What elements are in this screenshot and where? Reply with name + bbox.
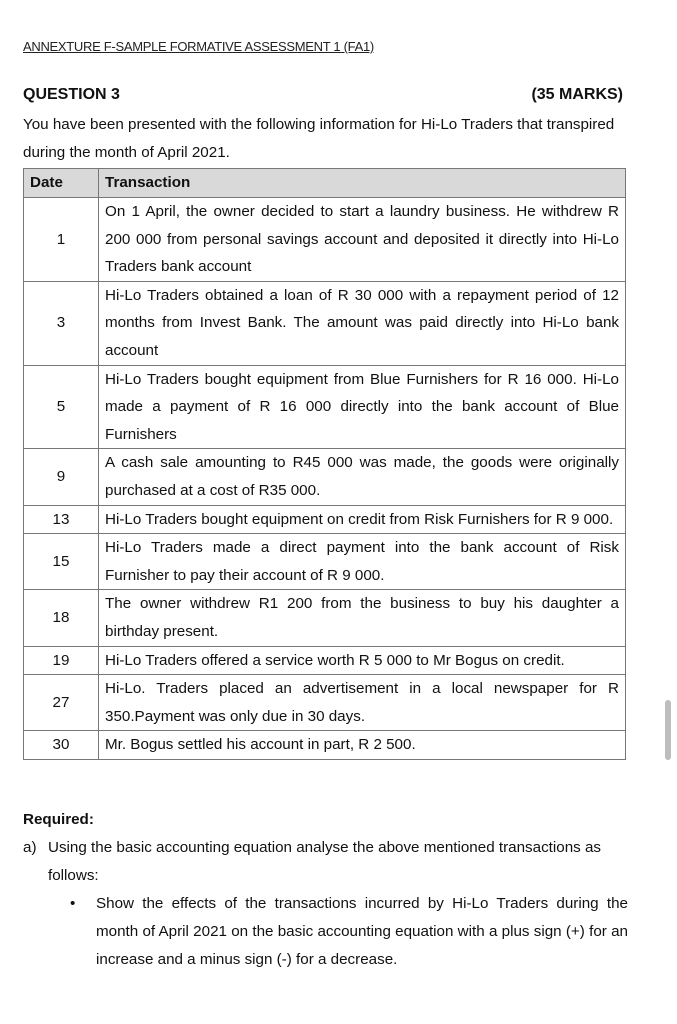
question-marks: (35 MARKS) [531,86,623,103]
table-header-row [24,169,626,198]
row-date: 5 [24,365,99,449]
table-row [24,534,626,590]
row-transaction: Hi-Lo Traders made a direct payment into the bank account of Risk Furnisher to pay their account of R 9 000. [99,534,626,590]
row-transaction: Hi-Lo Traders bought equipment on credit from Risk Furnishers for R 9 000. [99,505,626,534]
item-label: a) [23,839,37,856]
row-transaction: Mr. Bogus settled his account in part, R 2 500. [99,731,626,760]
table-row [24,731,626,760]
table-row [24,505,626,534]
bullet-item: • Show the effects of the transactions incurred by Hi-Lo Traders during the month of April 2021 on the basic accounting equation with a plus sign (+) for an increase and a minus sign (-) for a decrease. [96,890,628,974]
row-date: 13 [24,505,99,534]
row-date: 19 [24,646,99,675]
table-row [24,281,626,365]
table-row [24,646,626,675]
row-date: 18 [24,590,99,646]
row-transaction: A cash sale amounting to R45 000 was made, the goods were originally purchased at a cost of R35 000. [99,449,626,505]
row-date: 30 [24,731,99,760]
table-row [24,449,626,505]
row-date: 3 [24,281,99,365]
document-header: ANNEXTURE F-SAMPLE FORMATIVE ASSESSMENT 1 (FA1) [23,39,374,54]
table-row [24,590,626,646]
bullet-icon: • [70,895,76,912]
required-section [23,806,628,974]
scrollbar[interactable] [665,700,671,760]
row-date: 15 [24,534,99,590]
row-transaction: Hi-Lo Traders offered a service worth R 5 000 to Mr Bogus on credit. [99,646,626,675]
row-transaction: On 1 April, the owner decided to start a laundry business. He withdrew R 200 000 from personal savings account and deposited it directly into Hi-Lo Traders bank account [99,198,626,282]
row-transaction: Hi-Lo Traders bought equipment from Blue Furnishers for R 16 000. Hi-Lo made a payment of R 16 000 directly into the bank account of Blue Furnishers [99,365,626,449]
row-date: 9 [24,449,99,505]
table-row [24,675,626,731]
table-row [24,365,626,449]
required-item-a [23,834,628,890]
row-transaction: Hi-Lo. Traders placed an advertisement in a local newspaper for R 350.Payment was only due in 30 days. [99,675,626,731]
table-row [24,198,626,282]
row-transaction: Hi-Lo Traders obtained a loan of R 30 000 with a repayment period of 12 months from Invest Bank. The amount was paid directly into Hi-Lo bank account [99,281,626,365]
row-date: 1 [24,198,99,282]
required-heading: Required: [23,811,94,828]
question-title: QUESTION 3 [23,86,120,103]
intro-text: You have been presented with the following information for Hi-Lo Traders that transpired during the month of April 2021. [23,116,615,161]
header-transaction: Transaction [99,169,626,198]
row-date: 27 [24,675,99,731]
item-text: Using the basic accounting equation analyse the above mentioned transactions as follows: [48,839,602,884]
transactions-table [23,168,626,760]
header-date: Date [24,169,99,198]
bullet-list [23,890,628,974]
question-heading [23,86,623,104]
row-transaction: The owner withdrew R1 200 from the business to buy his daughter a birthday present. [99,590,626,646]
